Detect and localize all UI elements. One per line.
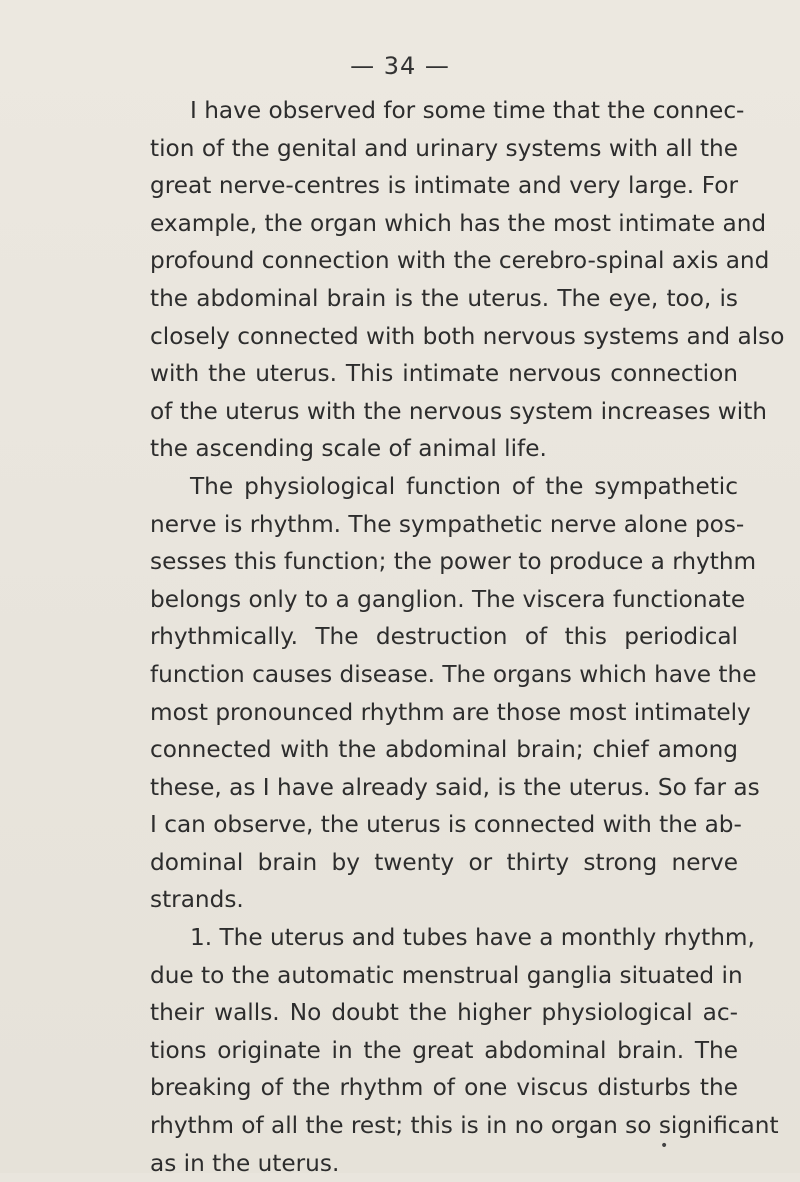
text-line: The physiological function of the sympathetic <box>190 472 738 500</box>
text-line: connected with the abdominal brain; chief among <box>150 736 738 764</box>
text-line: rhythmically. The destruction of this periodical <box>150 623 738 651</box>
text-line: due to the automatic menstrual ganglia situated in <box>150 961 743 989</box>
text-line: the ascending scale of animal life. <box>150 435 547 463</box>
text-line: as in the uterus. <box>150 1149 340 1177</box>
text-line: of the uterus with the nervous system increases with <box>150 397 767 425</box>
paragraph-3 <box>150 919 779 1182</box>
text-line: dominal brain by twenty or thirty strong nerve <box>150 848 738 876</box>
text-line: sesses this function; the power to produce a rhythm <box>150 548 757 576</box>
text-line: with the uterus. This intimate nervous connection <box>150 360 738 388</box>
text-line: most pronounced rhythm are those most intimately <box>150 698 751 726</box>
text-line: I can observe, the uterus is connected with the ab- <box>150 811 742 839</box>
text-line: tions originate in the great abdominal brain. The <box>150 1036 738 1064</box>
text-line: their walls. No doubt the higher physiological ac- <box>150 999 738 1027</box>
text-line: function causes disease. The organs which have the <box>150 660 757 688</box>
text-line: rhythm of all the rest; this is in no organ so significant <box>150 1112 779 1140</box>
text-line: 1. The uterus and tubes have a monthly rhythm, <box>190 924 755 952</box>
page-number: — 34 — <box>350 52 450 80</box>
text-line: tion of the genital and urinary systems with all the <box>150 134 738 162</box>
text-line: breaking of the rhythm of one viscus disturbs the <box>150 1074 738 1102</box>
text-line: strands. <box>150 886 244 914</box>
text-line: profound connection with the cerebro-spinal axis and <box>150 247 770 275</box>
text-line: closely connected with both nervous systems and also <box>150 322 785 350</box>
paragraph-1 <box>150 92 785 468</box>
text-line: belongs only to a ganglion. The viscera functionate <box>150 585 746 613</box>
text-line: great nerve-centres is intimate and very large. For <box>150 172 738 200</box>
footer-mark: • <box>660 1138 669 1154</box>
text-line: these, as I have already said, is the uterus. So far as <box>150 773 760 801</box>
text-line: nerve is rhythm. The sympathetic nerve alone pos- <box>150 510 745 538</box>
text-line: example, the organ which has the most intimate and <box>150 209 767 237</box>
text-line: I have observed for some time that the connec- <box>190 97 745 124</box>
text-line: the abdominal brain is the uterus. The eye, too, is <box>150 284 738 312</box>
body-text <box>150 92 785 1182</box>
paragraph-2 <box>150 468 760 919</box>
